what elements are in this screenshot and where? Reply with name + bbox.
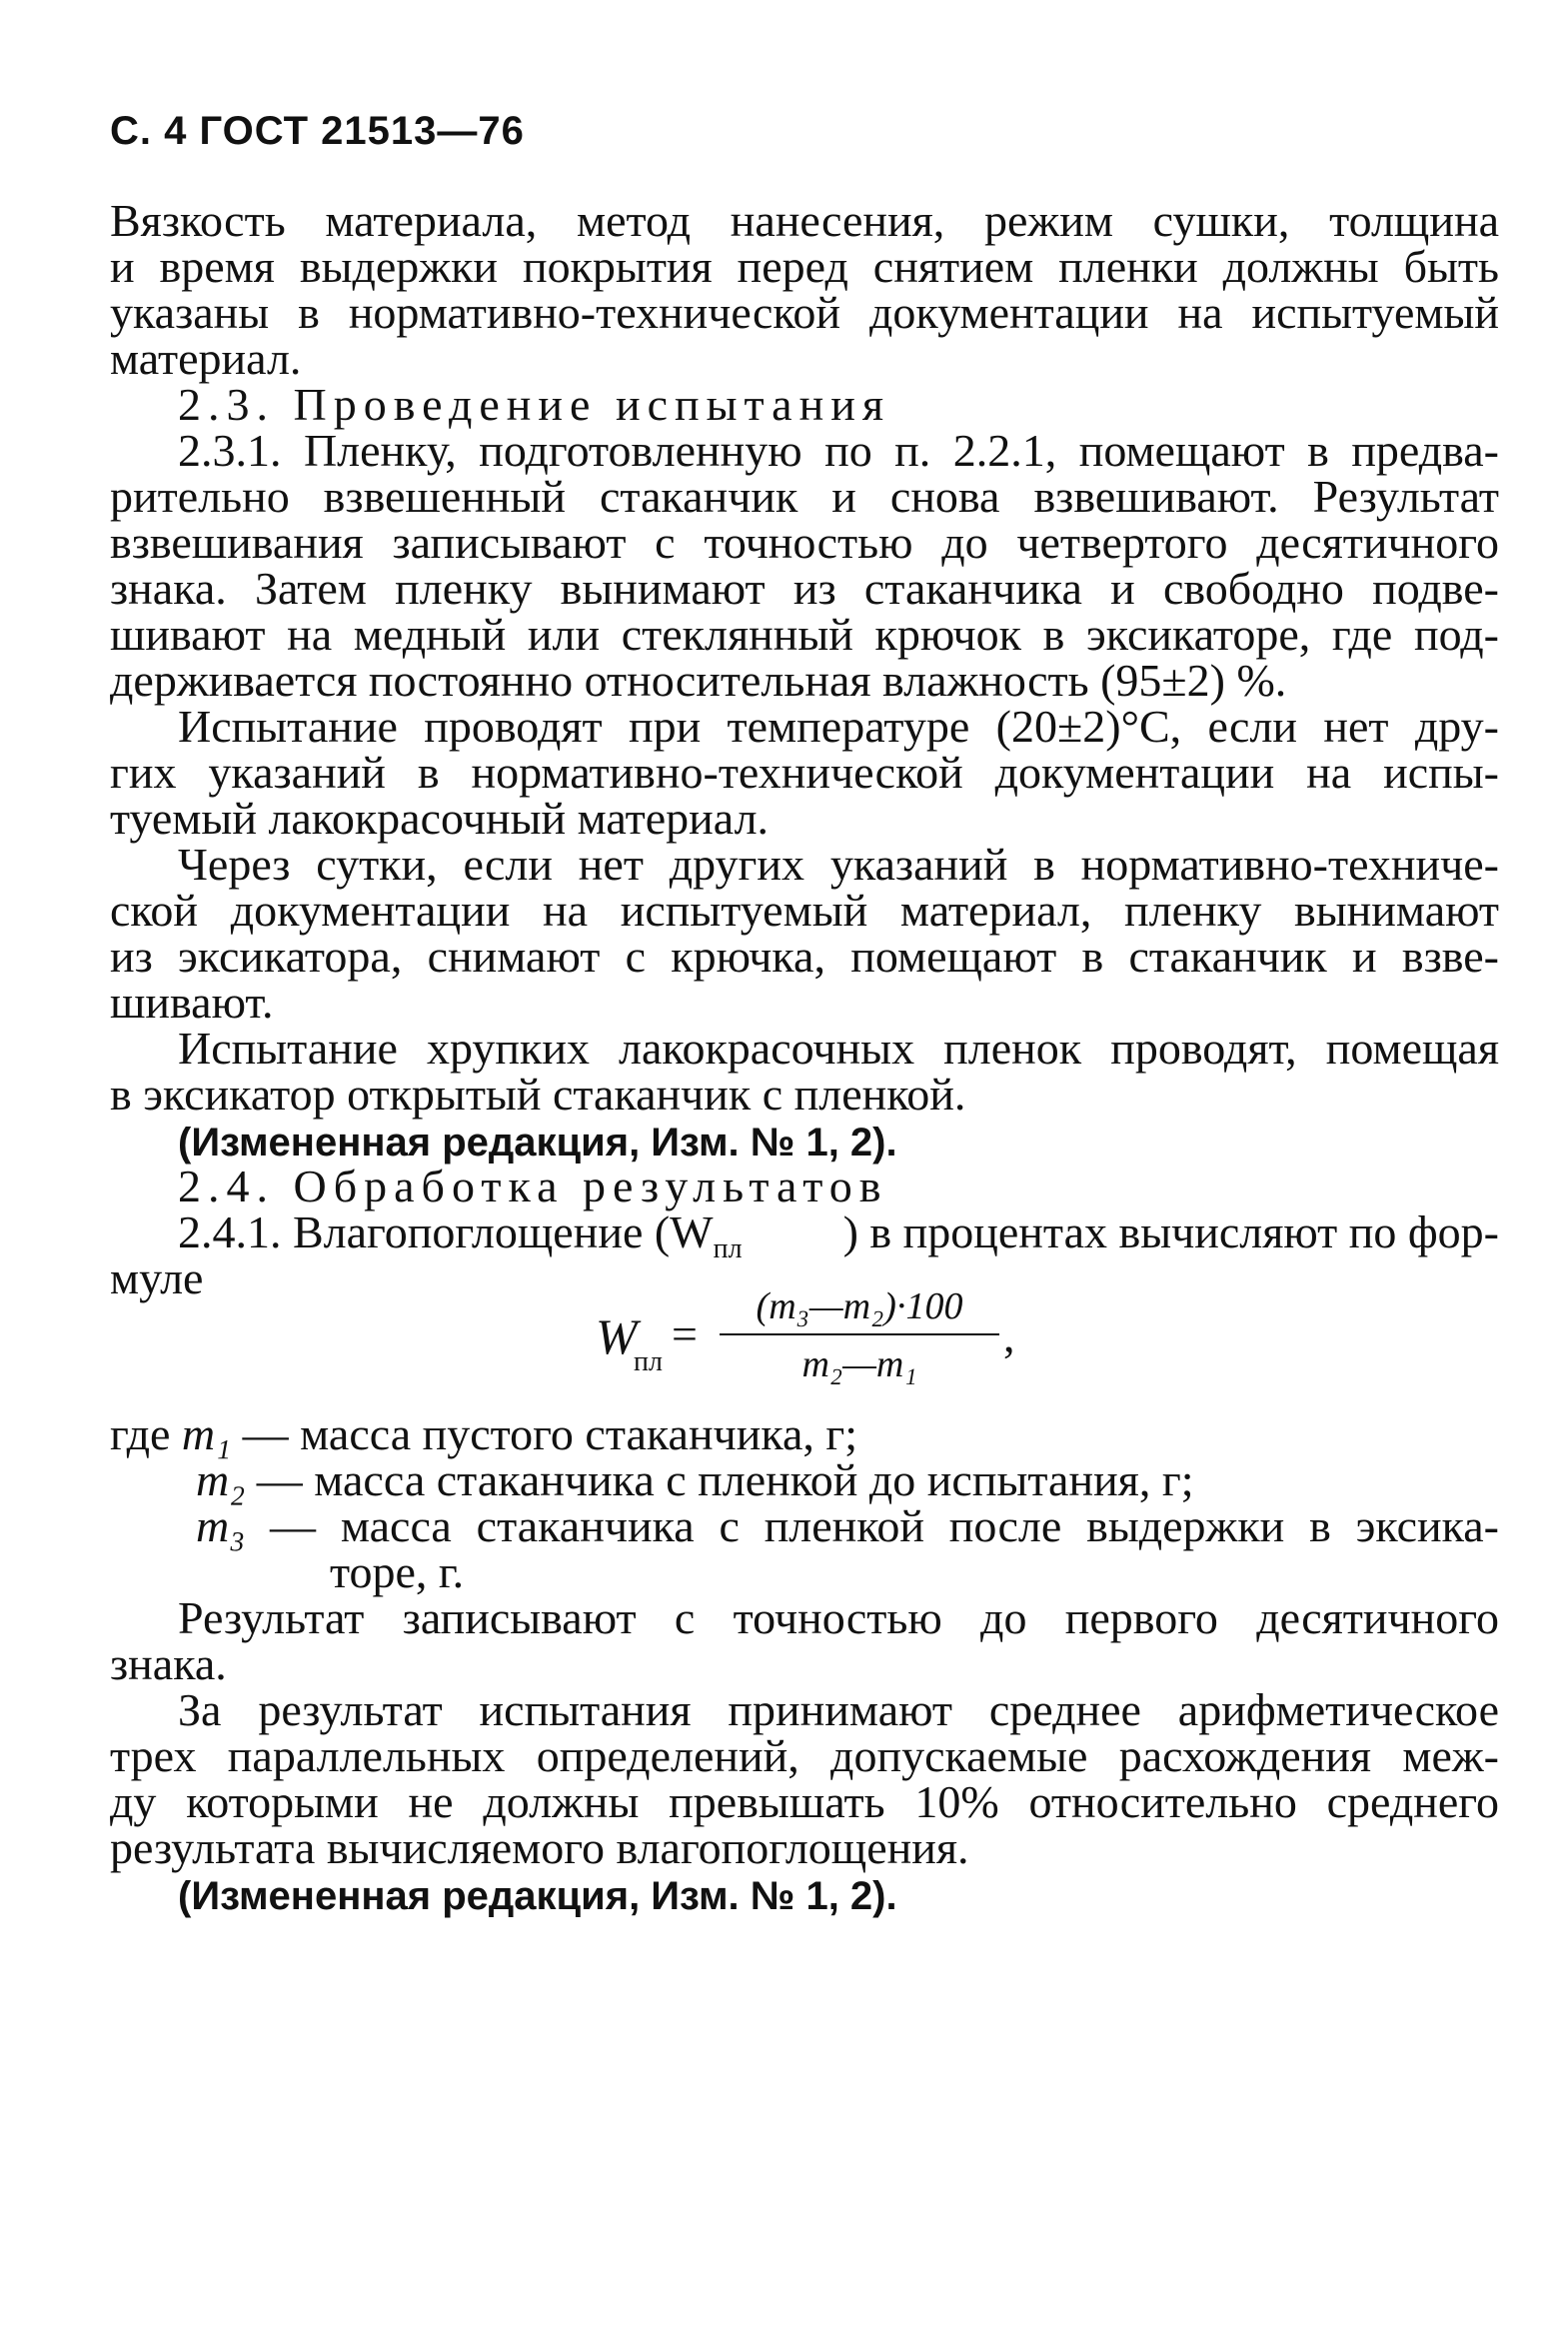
paragraph-line: муле [110,1252,204,1303]
paragraph-line: Результат записывают с точностью до первого десятичного [178,1592,1499,1643]
where-line: m₃ — масса стаканчика с пленкой после выдержки в эксика- [196,1500,1499,1551]
paragraph-line: знака. Затем пленку вынимают из стаканчика и свободно подве- [110,563,1499,614]
formula-comma: , [1003,1310,1015,1361]
formula-numerator: (m₃—m₂)·100 [756,1285,963,1327]
formula-intro-tail: ) в процентах вычисляют по фор- [842,1206,1499,1257]
moisture-absorption-formula [596,1283,1055,1403]
paragraph-line: Через сутки, если нет других указаний в нормативно-техниче- [178,839,1499,890]
paragraph-line: За результат испытания принимают среднее арифметическое [178,1684,1499,1735]
paragraph-line: Испытание хрупких лакокрасочных пленок проводят, помещая [178,1023,1499,1074]
paragraph-line: рительно взвешенный стаканчик и снова взвешивают. Результат [110,471,1499,522]
paragraph-line: Испытание проводят при температуре (20±2)°С, если нет дру- [178,701,1499,752]
paragraph-line: материал. [110,333,302,384]
variable-m1: m₁ [181,1408,232,1459]
paragraph-line: ду которыми не должны превышать 10% относительно среднего [110,1776,1499,1827]
paragraph-line: знака. [110,1638,227,1689]
where-line: где m₁ — масса пустого стаканчика, г; [110,1408,858,1459]
paragraph-line: гих указаний в нормативно-технической документации на испы- [110,747,1499,798]
formula-equals: = [672,1308,698,1359]
paragraph-line: шивают. [110,977,274,1028]
formula-denominator: m₂—m₁ [801,1343,917,1385]
paragraph-line: и время выдержки покрытия перед снятием пленки должны быть [110,241,1499,292]
paragraph-line: указаны в нормативно-технической документации на испытуемый [110,287,1499,338]
formula-lhs: W [596,1308,638,1364]
variable-m3: m₃ [196,1500,246,1551]
formula-lhs-subscript: пл [634,1346,663,1377]
where-line: торе, г. [330,1546,465,1597]
paragraph-line: туемый лакокрасочный материал. [110,793,770,844]
paragraph-line: держивается постоянно относительная влажность (95±2) %. [110,655,1287,706]
section-heading: 2.3. Проведение испытания [178,379,890,430]
paragraph-line: из эксикатора, снимают с крючка, помещают в стаканчик и взве- [110,931,1499,982]
where-line: m₂ — масса стаканчика с пленкой до испытания, г; [196,1454,1194,1505]
paragraph-line: в эксикатор открытый стаканчик с пленкой. [110,1069,966,1120]
amendment-note: (Измененная редакция, Изм. № 1, 2). [178,1874,897,1918]
amendment-note: (Измененная редакция, Изм. № 1, 2). [178,1121,897,1165]
paragraph-line: результата вычисляемого влагопоглощения. [110,1822,969,1873]
section-heading: 2.4. Обработка результатов [178,1161,888,1211]
paragraph-line: взвешивания записывают с точностью до четвертого десятичного [110,517,1499,568]
paragraph-line: 2.3.1. Пленку, подготовленную по п. 2.2.1, помещают в предва- [178,425,1499,476]
fraction-bar [720,1333,999,1335]
page-header: С. 4 ГОСТ 21513—76 [110,109,525,153]
variable-m2: m₂ [196,1454,246,1505]
formula-intro-text: 2.4.1. Влагопоглощение ($W_{пл}$ [178,1206,743,1265]
paragraph-line: трех параллельных определений, допускаемые расхождения меж- [110,1730,1499,1781]
paragraph-line: ской документации на испытуемый материал, пленку вынимают [110,885,1499,936]
paragraph-line: шивают на медный или стеклянный крючок в эксикаторе, где под- [110,609,1499,660]
paragraph-line: Вязкость материала, метод нанесения, режим сушки, толщина [110,195,1499,246]
